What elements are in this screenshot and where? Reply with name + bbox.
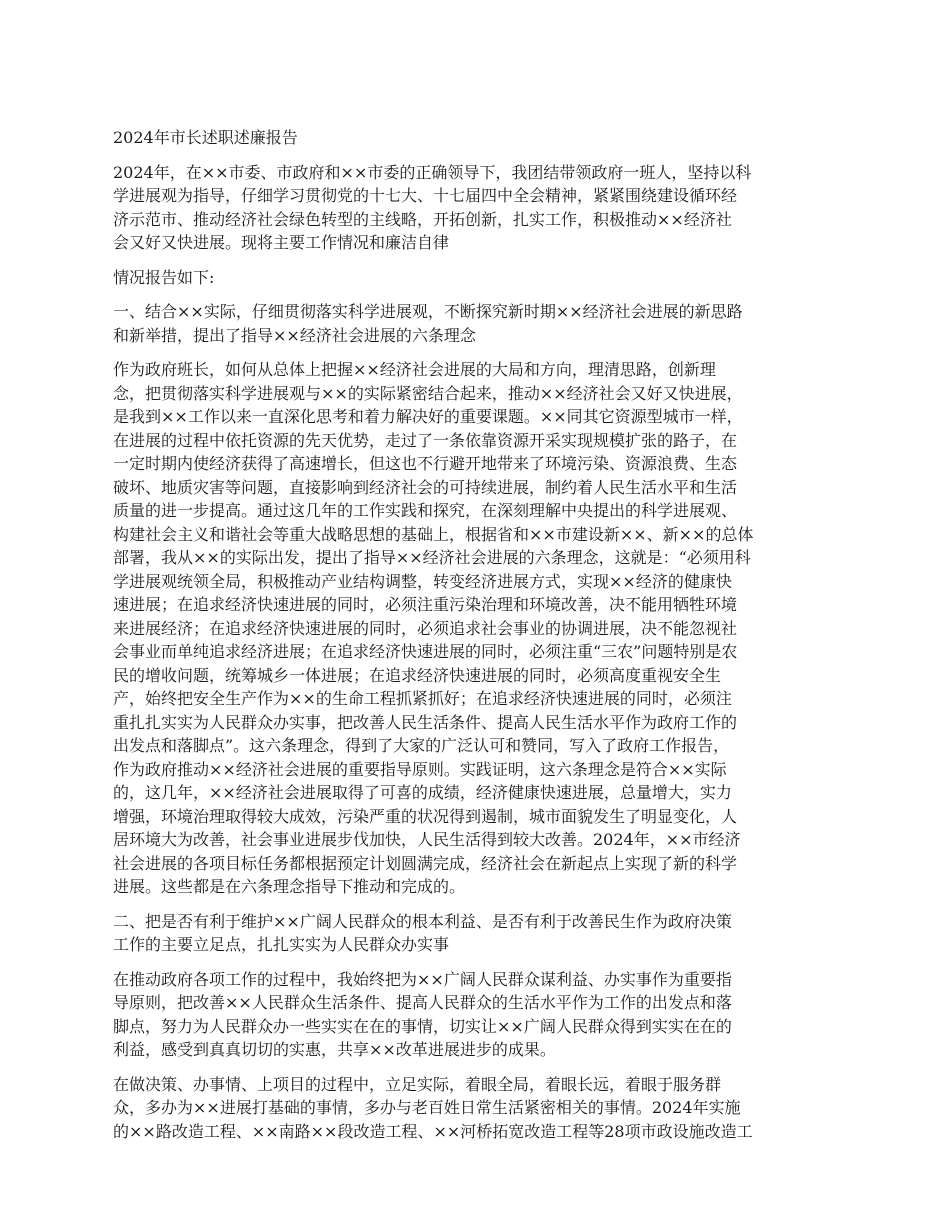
text-line: 利益，感受到真真切切的实惠，共享××改革进展进步的成果。 xyxy=(113,1040,556,1059)
text-line: 会事业而单纯追求经济进展；在追求经济快速进展的同时，必须注重“三农”问题特别是农 xyxy=(113,642,738,661)
text-line: 构建社会主义和谐社会等重大战略思想的基础上，根据省和××市建设新××、新××的总体 xyxy=(113,524,754,544)
text-line: 一定时期内使经济获得了高速增长，但这也不行避开地带来了环境污染、资源浪费、生态 xyxy=(113,454,738,473)
paragraph xyxy=(113,300,840,347)
text-line: 工作的主要立足点，扎扎实实为人民群众办实事 xyxy=(113,935,450,954)
text-line: 民的增收问题，统筹城乡一体进展；在追求经济快速进展的同时，必须高度重视安全生 xyxy=(113,665,722,685)
text-line: 在做决策、办事情、上项目的过程中，立足实际，着眼全局，着眼长远，着眼于服务群 xyxy=(113,1074,722,1094)
document-body xyxy=(113,161,840,1144)
text-line: 居环境大为改善，社会事业进展步伐加快，人民生活得到较大改善。2024年，××市经济 xyxy=(113,830,741,849)
text-line: 的，这几年，××经济社会进展取得了可喜的成绩，经济健康快速进展，总量增大，实力 xyxy=(113,783,732,802)
text-line: 学进展观统领全局，积极推动产业结构调整，转变经济进展方式，实现××经济的健康快 xyxy=(113,571,732,591)
paragraph xyxy=(113,1073,840,1144)
text-line: 的××路改造工程、××南路××段改造工程、××河桥拓宽改造工程等28项市政设施改造工 xyxy=(113,1121,753,1141)
text-line: 和新举措，提出了指导××经济社会进展的六条理念 xyxy=(113,325,476,345)
text-line: 进展。这些都是在六条理念指导下推动和完成的。 xyxy=(113,877,466,896)
text-line: 部署，我从××的实际出发，提出了指导××经济社会进展的六条理念，这就是：“必须用科 xyxy=(113,548,751,567)
text-line: 情况报告如下: xyxy=(113,267,215,287)
text-line: 在进展的过程中依托资源的先天优势，走过了一条依靠资源开采实现规模扩张的路子，在 xyxy=(113,430,738,450)
text-line: 质量的进一步提高。通过这几年的工作实践和探究，在深刻理解中央提出的科学进展观、 xyxy=(113,501,738,520)
text-line: 作为政府推动××经济社会进展的重要指导原则。实践证明，这六条理念是符合××实际 xyxy=(113,759,727,779)
paragraph xyxy=(113,161,840,255)
text-line: 社会进展的各项目标任务都根据预定计划圆满完成，经济社会在新起点上实现了新的科学 xyxy=(113,853,738,873)
paragraph xyxy=(113,968,840,1062)
text-line: 会又好又快进展。现将主要工作情况和廉洁自律 xyxy=(113,233,450,252)
text-line: 念，把贯彻落实科学进展观与××的实际紧密结合起来，推动××经济社会又好又快进展， xyxy=(113,383,743,403)
text-line: 是我到××工作以来一直深化思考和着力解决好的重要课题。××同其它资源型城市一样， xyxy=(113,407,743,426)
text-line: 脚点，努力为人民群众办一些实实在在的事情，切实让××广阔人民群众得到实实在在的 xyxy=(113,1016,732,1036)
text-line: 来进展经济；在追求经济快速进展的同时，必须追求社会事业的协调进展，决不能忽视社 xyxy=(113,618,738,638)
text-line: 在推动政府各项工作的过程中，我始终把为××广阔人民群众谋利益、办实事作为重要指 xyxy=(113,969,732,989)
text-line: 一、结合××实际，仔细贯彻落实科学进展观，不断探究新时期××经济社会进展的新思路 xyxy=(113,302,743,321)
text-line: 众，多办为××进展打基础的事情，多办与老百姓日常生活紧密相关的事情。2024年实施 xyxy=(113,1098,741,1117)
paragraph xyxy=(113,358,840,899)
paragraph xyxy=(113,266,840,290)
text-line: 产，始终把安全生产作为××的生命工程抓紧抓好；在追求经济快速进展的同时，必须注 xyxy=(113,689,732,708)
text-line: 2024年，在××市委、市政府和××市委的正确领导下，我团结带领政府一班人，坚持以科 xyxy=(113,162,752,182)
text-line: 出发点和落脚点”。这六条理念，得到了大家的广泛认可和赞同，写入了政府工作报告， xyxy=(113,736,730,755)
paragraph xyxy=(113,910,840,957)
document-title: 2024年市长述职述廉报告 xyxy=(113,128,298,147)
text-line: 济示范市、推动经济社会绿色转型的主线略，开拓创新，扎实工作，积极推动××经济社 xyxy=(113,209,732,229)
text-line: 导原则，把改善××人民群众生活条件、提高人民群众的生活水平作为工作的出发点和落 xyxy=(113,993,732,1012)
text-line: 增强，环境治理取得较大成效，污染严重的状况得到遏制，城市面貌发生了明显变化，人 xyxy=(113,806,738,826)
text-line: 作为政府班长，如何从总体上把握××经济社会进展的大局和方向，理清思路，创新理 xyxy=(113,360,716,379)
text-line: 重扎扎实实为人民群众办实事，把改善人民生活条件、提高人民生活水平作为政府工作的 xyxy=(113,712,738,732)
text-line: 二、把是否有利于维护××广阔人民群众的根本利益、是否有利于改善民生作为政府决策 xyxy=(113,911,732,931)
text-line: 学进展观为指导，仔细学习贯彻党的十七大、十七届四中全会精神，紧紧围绕建设循环经 xyxy=(113,186,738,205)
text-line: 速进展；在追求经济快速进展的同时，必须注重污染治理和环境改善，决不能用牺牲环境 xyxy=(113,595,738,614)
text-line: 破坏、地质灾害等问题，直接影响到经济社会的可持续进展，制约着人民生活水平和生活 xyxy=(113,477,738,497)
